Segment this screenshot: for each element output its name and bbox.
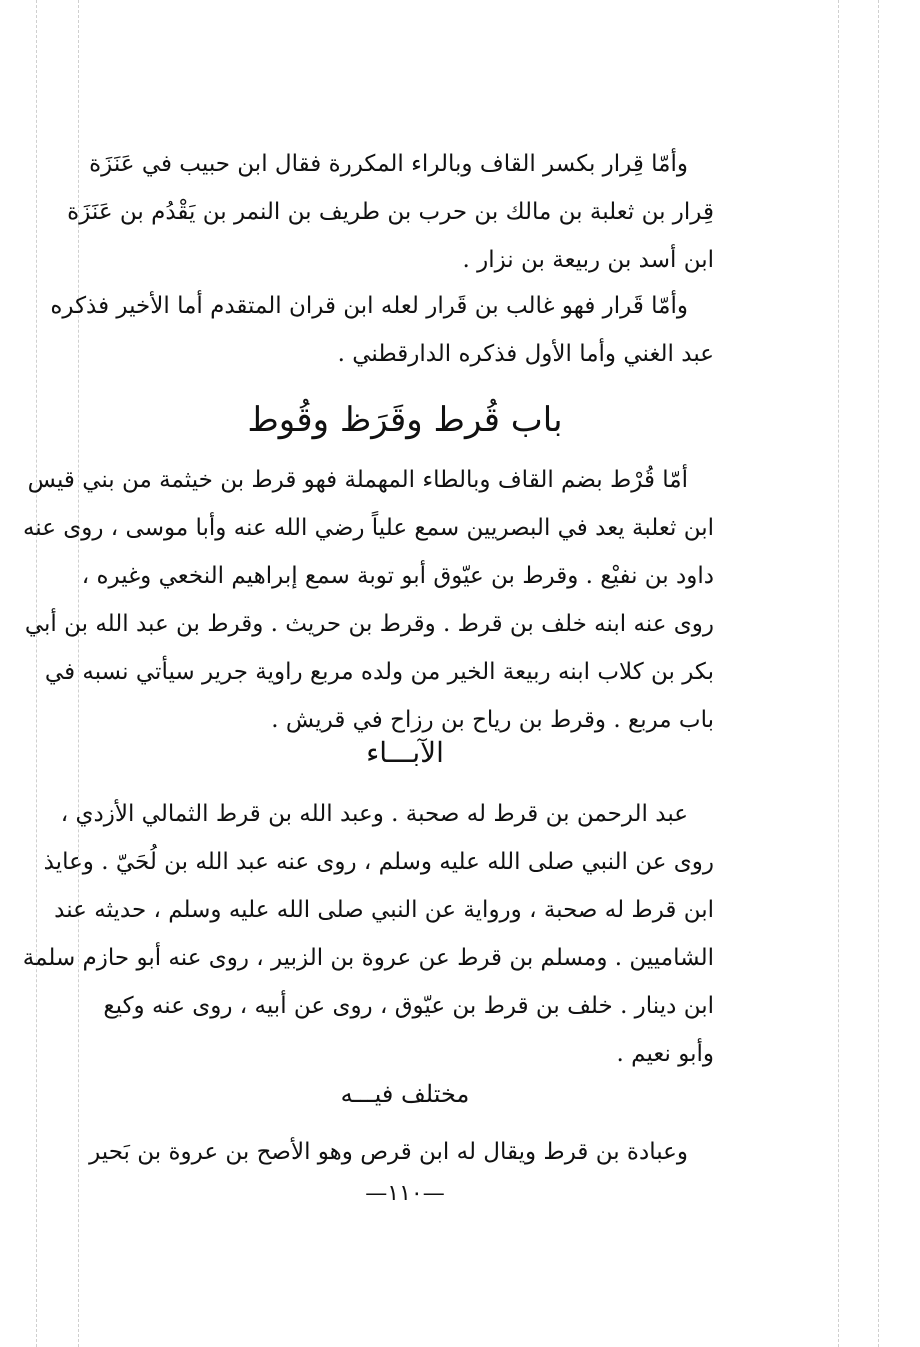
text-line: وأمّا قَرار فهو غالب بن قَرار لعله ابن قران المتقدم أما الأخير فذكره [50, 293, 688, 319]
page-number: —١١٠— [365, 1181, 445, 1206]
paragraph-fathers [22, 790, 714, 1078]
paragraph-qarar [50, 282, 714, 378]
text-line: وأبو نعيم . [616, 1041, 714, 1067]
text-line: أمّا قُرْط بضم القاف وبالطاء المهملة فهو قرط بن خيثمة من بني قيس [27, 467, 688, 493]
scan-guide-line [878, 0, 879, 1347]
text-line: قِرار بن ثعلبة بن مالك بن حرب بن طريف بن النمر بن يَقْدُم بن عَنَزَة [67, 199, 714, 225]
section-heading-fathers: الآبـــاء [366, 736, 444, 769]
text-line: روى عن النبي صلى الله عليه وسلم ، روى عنه عبد الله بن لُحَيّ . وعايذ [43, 849, 714, 875]
scan-guide-line [36, 0, 37, 1347]
paragraph-qurt [22, 456, 714, 744]
text-line: عبد الغني وأما الأول فذكره الدارقطني . [337, 341, 714, 367]
chapter-heading: باب قُرط وقَرَظ وقُوط [247, 400, 563, 440]
text-line: بكر بن كلاب ابنه ربيعة الخير من ولده مربع راوية جرير سيأتي نسبه في [44, 659, 714, 685]
text-line: وعبادة بن قرط ويقال له ابن قرص وهو الأصح بن عروة بن بَحير [89, 1139, 688, 1165]
text-line: ابن أسد بن ربيعة بن نزار . [462, 247, 714, 273]
text-line: ابن ثعلبة يعد في البصريين سمع علياً رضي الله عنه وأبا موسى ، روى عنه [22, 515, 714, 541]
text-line: ابن دينار . خلف بن قرط بن عيّوق ، روى عن أبيه ، روى عنه وكيع [103, 993, 714, 1019]
text-line: عبد الرحمن بن قرط له صحبة . وعبد الله بن قرط الثمالي الأزدي ، [60, 801, 688, 827]
section-heading-disputed: مختلف فيـــه [340, 1080, 470, 1108]
text-line: الشاميين . ومسلم بن قرط عن عروة بن الزبير ، روى عنه أبو حازم سلمة [22, 945, 714, 971]
text-line: داود بن نفيْع . وقرط بن عيّوق أبو توبة سمع إبراهيم النخعي وغيره ، [81, 563, 714, 589]
text-line: وأمّا قِرار بكسر القاف وبالراء المكررة فقال ابن حبيب في عَنَزَة [89, 151, 688, 177]
text-line: روى عنه ابنه خلف بن قرط . وقرط بن حريث . وقرط بن عبد الله بن أبي [24, 611, 714, 637]
text-line: باب مربع . وقرط بن رياح بن رزاح في قريش . [271, 707, 714, 733]
text-line: ابن قرط له صحبة ، ورواية عن النبي صلى الله عليه وسلم ، حديثه عند [54, 897, 714, 923]
paragraph-qirar [67, 140, 714, 284]
paragraph-disputed [89, 1128, 714, 1176]
scan-guide-line [838, 0, 839, 1347]
